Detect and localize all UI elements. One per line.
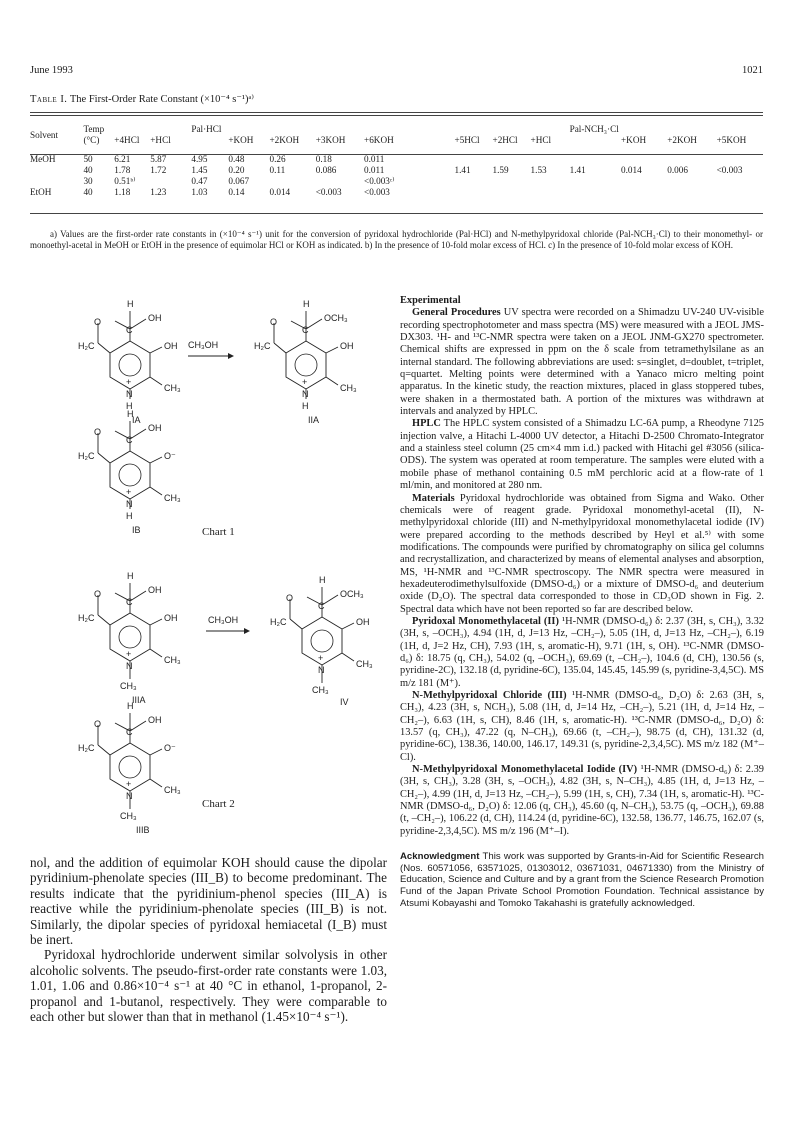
- acknowledgment: [400, 851, 764, 909]
- table-cell: 0.067: [228, 176, 250, 186]
- run-in-heading: General Procedures: [412, 307, 501, 319]
- table-cell: 40: [83, 187, 93, 197]
- table-row: [30, 154, 763, 165]
- atom-label: OCH₃: [340, 589, 364, 599]
- table-cell: 1.78: [114, 165, 131, 175]
- atom-label: +: [126, 779, 132, 789]
- table-cell: 5.87: [150, 154, 167, 164]
- table-row: [30, 187, 763, 198]
- atom-label: C: [126, 597, 133, 607]
- atom-label: O: [94, 589, 102, 599]
- table-cell: 1.41: [569, 165, 586, 175]
- section-heading-experimental: Experimental: [400, 295, 461, 306]
- col-header: +2KOH: [269, 135, 300, 145]
- chemical-structures-figure: [30, 293, 395, 835]
- compound-label-IIA: IIA: [308, 415, 320, 425]
- atom-label: CH₃: [164, 493, 181, 503]
- atom-label: C: [302, 325, 309, 335]
- table-bottom-rule: [30, 213, 763, 214]
- run-in-heading: Pyridoxal Monomethylacetal (II): [412, 615, 559, 627]
- structures-svg: [30, 293, 395, 835]
- atom-label: O: [270, 317, 278, 327]
- table-cell: MeOH: [30, 154, 56, 164]
- atom-label: +: [318, 653, 324, 663]
- col-temp-header: Temp: [83, 124, 105, 134]
- table-cell: <0.003: [364, 187, 390, 197]
- table-cell: 0.11: [269, 165, 286, 175]
- table-cell: 0.011: [364, 154, 385, 164]
- atom-label: H: [126, 511, 133, 521]
- atom-label: H: [302, 401, 309, 411]
- run-in-heading: Materials: [412, 492, 455, 504]
- table-cell: EtOH: [30, 187, 52, 197]
- paragraph: nol, and the addition of equimolar KOH should cause the dipolar pyridinium-phenolate species (III_B) to become predominant. The results indicate that the pyridinium-phenol species (III_A) is reactive while the pyridinium-phenolate species (III_B) is not. Similarly, the dipolar species of pyridoxal hemiacetal (I_B) must be inert.: [30, 855, 387, 948]
- table-label: Table I.: [30, 94, 68, 105]
- col-header: +HCl: [150, 135, 171, 145]
- col-header: +3KOH: [315, 135, 346, 145]
- compound-label-IB: IB: [132, 525, 141, 535]
- table-cell: 1.72: [150, 165, 167, 175]
- atom-label: N: [126, 499, 133, 509]
- col-header: +4HCl: [114, 135, 140, 145]
- atom-label: O⁻: [164, 451, 176, 461]
- paragraph-materials: [400, 493, 764, 616]
- structure-IV: [270, 575, 373, 707]
- atom-label: H: [127, 409, 134, 419]
- atom-label: OH: [164, 613, 178, 623]
- atom-label: H: [319, 575, 326, 585]
- reagent-label: CH₃OH: [208, 615, 239, 625]
- structure-IIA: [254, 299, 357, 425]
- group-header-palnch: Pal-NCH₃·Cl: [569, 124, 619, 134]
- table-cell: 0.086: [315, 165, 337, 175]
- atom-label: H₂C: [78, 451, 95, 461]
- structure-IIIB: [78, 701, 181, 835]
- rate-constant-table: [30, 118, 763, 198]
- col-header: +HCl: [530, 135, 552, 145]
- table-cell: 40: [83, 165, 93, 175]
- atom-label: CH₃: [164, 655, 181, 665]
- compound-label-IIIB: IIIB: [136, 825, 150, 835]
- table-row: [30, 176, 763, 187]
- paragraph-body: UV spectra were recorded on a Shimadzu UV-240 UV-visible recording spectrophotometer and mass spectra (MS) were measured with a JEOL JMS-DX303. ¹H- and ¹³C-NMR spectra were taken on a JEOL JNM-GX270 spectrometer. Chemical shifts are expressed in ppm on the δ scale from tetramethylsilane as an internal standard. The following abbreviations are used: s=singlet, d=doublet, t=triplet, q=quartet. Melting points were determined with a Yanaco micro melting point apparatus. In the kinetic study, the reaction mixtures, placed in glass stoppered tubes, were shaken in a thermostated bath. A portion of the mixtures was withdrawn at intervals and analyzed by HPLC.: [400, 307, 764, 418]
- atom-label: C: [318, 601, 325, 611]
- atom-label: H₂C: [254, 341, 271, 351]
- atom-label: H₂C: [78, 743, 95, 753]
- atom-label: OH: [148, 715, 162, 725]
- table-cell: 0.14: [228, 187, 245, 197]
- atom-label: C: [126, 727, 133, 737]
- table-cell: 30: [83, 176, 93, 186]
- run-in-heading: HPLC: [412, 418, 441, 430]
- right-column-text: [400, 295, 764, 909]
- reagent-label: CH₃OH: [188, 340, 219, 350]
- atom-label: O: [94, 427, 102, 437]
- atom-label: H: [127, 701, 134, 711]
- atom-label: OH: [164, 341, 178, 351]
- paragraph-compound-II: [400, 616, 764, 690]
- arrow-head: [244, 628, 250, 634]
- table-cell: 4.95: [191, 154, 208, 164]
- atom-label: H₂C: [78, 341, 95, 351]
- paragraph-body: This work was supported by Grants-in-Aid for Scientific Research (Nos. 60571056, 63571025, 01303012, 03671031, 04671330) from the Ministry of Education, Science and Culture and by a grant from the Science Research Promotion Fund of the Japan Private School Promotion Foundation. Technical assistance by Atsumi Kobayashi and Tomoko Takahashi is gratefully acknowledged.: [400, 851, 764, 909]
- table-cell: 1.18: [114, 187, 131, 197]
- table-cell: 0.006: [667, 165, 688, 175]
- atom-label: OCH₃: [324, 313, 348, 323]
- atom-label: O⁻: [164, 743, 176, 753]
- run-in-heading: Acknowledgment: [400, 851, 480, 863]
- paragraph-hplc: [400, 418, 764, 492]
- atom-label: N: [126, 389, 133, 399]
- paragraph-body: ¹H-NMR (DMSO-d₆) δ: 2.37 (3H, s, CH₃), 3.32 (3H, s, –OCH₃), 4.94 (1H, d, J=13 Hz, –CH₂–), 5.05 (1H, d, J=13 Hz, –CH₂–), 6.19 (1H, d, J=2 Hz, CH), 7.93 (1H, s, aromatic-H), 9.71 (1H, s, OH). ¹³C-NMR (DMSO-d₆) δ: 18.75 (q, CH₃), 54.02 (q, –OCH₃), 69.69 (t, –CH₂–), 104.6 (d, CH), 130.56 (s, pyridine-2C), 132.18 (d, pyridine-6C), 135.04, 145.45, 145.99 (s, pyridine-3,4,5C). MS m/z 181 (M⁺).: [400, 615, 764, 689]
- running-header-date: June 1993: [30, 65, 73, 76]
- atom-label: H: [126, 401, 133, 411]
- col-header: +6KOH: [364, 135, 394, 145]
- table-cell: 0.014: [621, 165, 642, 175]
- table-cell: 0.26: [269, 154, 286, 164]
- table-col-header-row: [30, 135, 763, 146]
- atom-label: CH₃: [164, 785, 181, 795]
- table-cell: 0.014: [269, 187, 291, 197]
- table-title: The First-Order Rate Constant (×10⁻⁴ s⁻¹)ᵃ⁾: [69, 94, 254, 105]
- atom-label: H: [127, 571, 134, 581]
- paragraph-compound-III: [400, 690, 764, 764]
- atom-label: OH: [148, 585, 162, 595]
- compound-label-IIIA: IIIA: [132, 695, 146, 705]
- atom-label: +: [126, 377, 132, 387]
- atom-label: N: [302, 389, 309, 399]
- table-cell: 0.20: [228, 165, 245, 175]
- atom-label: OH: [356, 617, 370, 627]
- atom-label: N: [126, 661, 133, 671]
- col-header: +KOH: [621, 135, 647, 145]
- atom-label: CH₃: [340, 383, 357, 393]
- atom-label: C: [126, 435, 133, 445]
- table-cell: 6.21: [114, 154, 131, 164]
- atom-label: O: [94, 719, 102, 729]
- atom-label: H₂C: [270, 617, 287, 627]
- atom-label: CH₃: [164, 383, 181, 393]
- compound-label-IA: IA: [132, 415, 141, 425]
- atom-label: H: [127, 299, 134, 309]
- table-cell: 1.59: [492, 165, 509, 175]
- atom-label: N: [126, 791, 133, 801]
- table-footnotes: a) Values are the first-order rate constants in (×10⁻⁴ s⁻¹) unit for the conversion of pyridoxal hydrochloride (Pal·HCl) and N-methylpyridoxal chloride (Pal-NCH₃·Cl) to their monomethyl- or monoethyl-acetal in MeOH or EtOH in the presence of equimolar HCl or KOH as indicated. b) In the presence of 10-fold molar excess of HCl. c) In the presence of 10-fold molar excess of KOH.: [30, 229, 763, 250]
- table-row: [30, 165, 763, 176]
- table-cell: 1.23: [150, 187, 167, 197]
- left-column-text: [30, 855, 387, 1024]
- table-caption: [30, 93, 254, 105]
- atom-label: OH: [148, 313, 162, 323]
- table-cell: <0.003: [315, 187, 342, 197]
- table-cell: 0.47: [191, 176, 208, 186]
- paragraph: Pyridoxal hydrochloride underwent similar solvolysis in other alcoholic solvents. The pseudo-first-order rate constants were 1.03, 1.01, 1.06 and 0.86×10⁻⁴ s⁻¹ at 40 °C in ethanol, 1-propanol, 2-propanol and 1-butanol, respectively. They were comparable to each other but slower than that in methanol (1.45×10⁻⁴ s⁻¹).: [30, 947, 387, 1025]
- atom-label: O: [286, 593, 294, 603]
- table-group-header-row: [30, 118, 763, 135]
- structure-IB: [78, 409, 181, 535]
- arrow-head: [228, 353, 234, 359]
- col-header: +2KOH: [667, 135, 697, 145]
- table-cell: 50: [83, 154, 93, 164]
- table-cell: 1.41: [454, 165, 471, 175]
- atom-label: OH: [148, 423, 162, 433]
- table-top-rule-2: [30, 115, 763, 116]
- col-header: +KOH: [228, 135, 254, 145]
- chart1-caption: Chart 1: [202, 526, 235, 538]
- paragraph-compound-IV: [400, 764, 764, 838]
- table-cell: 0.51ᵇ⁾: [114, 176, 136, 186]
- atom-label: O: [94, 317, 102, 327]
- atom-label: CH₃: [356, 659, 373, 669]
- group-header-pal: Pal·HCl: [191, 124, 222, 134]
- table-cell: 0.011: [364, 165, 385, 175]
- paragraph-general-procedures: [400, 307, 764, 418]
- paragraph-body: ¹H-NMR (DMSO-d₆, D₂O) δ: 2.63 (3H, s, CH₃), 4.23 (3H, s, NCH₃), 5.08 (1H, d, J=14 Hz, –CH₂–), 5.21 (1H, d, J=14 Hz, –CH₂–), 6.63 (1H, s, CH), 8.46 (1H, s, aromatic-H). ¹³C-NMR (DMSO-d₆, D₂O) δ: 13.57 (q, CH₃), 47.22 (q, N–CH₃), 69.66 (t, –CH₂–), 98.75 (d, CH), 131.32 (d, pyridine-6C), 138.36, 140.00, 146.17, 149.31 (s, pyridine-2,3,4,5C). MS m/z 182 (M⁺–Cl).: [400, 690, 765, 763]
- compound-label-IV: IV: [340, 697, 349, 707]
- paragraph-body: ¹H-NMR (DMSO-d₆) δ: 2.39 (3H, s, CH₃), 3.28 (3H, s, –OCH₃), 4.82 (3H, s, N–CH₃), 4.85 (1H, d, J=13 Hz, –CH₂–), 4.99 (1H, d, J=13 Hz, –CH₂–), 5.99 (1H, s, CH), 7.34 (1H, s, aromatic-H). ¹³C-NMR (DMSO-d₆, D₂O) δ: 12.06 (q, CH₃), 45.60 (q, N–CH₃), 53.75 (q, –OCH₃), 69.88 (t, –CH₂–), 106.22 (d, CH), 114.24 (d, pyridine-6C), 132.58, 136.77, 146.75, 162.07 (s, pyridine-2,3,4,5C). MS m/z 196 (M⁺–I).: [400, 764, 764, 837]
- table-cell: 1.03: [191, 187, 208, 197]
- table-cell: <0.003ᶜ⁾: [364, 176, 395, 186]
- atom-label: CH₃: [120, 811, 137, 821]
- table-cell: <0.003: [716, 165, 743, 175]
- table-cell: 0.48: [228, 154, 245, 164]
- col-solvent-header: Solvent: [30, 130, 59, 140]
- table-top-rule: [30, 112, 763, 113]
- col-header: +5KOH: [716, 135, 747, 145]
- atom-label: H₂C: [78, 613, 95, 623]
- atom-label: N: [318, 665, 325, 675]
- table-cell: 1.45: [191, 165, 208, 175]
- col-header: +2HCl: [492, 135, 518, 145]
- paragraph-body: The HPLC system consisted of a Shimadzu LC-6A pump, a Rheodyne 7125 injection valve, a Hitachi L-4000 UV detector, a Hitachi D-2500 Chromato-Integrator and a stainless steel column (25 cm×4 mm i.d.) packed with Hitachi gel #3056 (silica-ODS). The system was operated at room temperature. The samples were eluted with a mobile phase of methanol containing 0.5 mM perchloric acid at a flow-rate of 1 ml/min, and monitored at 280 nm.: [400, 418, 764, 492]
- atom-label: +: [126, 649, 132, 659]
- table-cell: 0.18: [315, 154, 332, 164]
- run-in-heading: N-Methylpyridoxal Monomethylacetal Iodide (IV): [412, 764, 638, 776]
- atom-label: OH: [340, 341, 354, 351]
- chart2-caption: Chart 2: [202, 798, 235, 810]
- atom-label: CH₃: [120, 681, 137, 691]
- atom-label: H: [303, 299, 310, 309]
- structure-IIIA: [78, 571, 181, 705]
- atom-label: C: [126, 325, 133, 335]
- atom-label: CH₃: [312, 685, 329, 695]
- atom-label: +: [126, 487, 132, 497]
- structure-IA: [78, 299, 181, 425]
- paragraph-body: Pyridoxal hydrochloride was obtained from Sigma and Wako. Other chemicals were of reagent grade. Pyridoxal monomethyl-acetal (II), N-methylpyridoxal chloride (III) and N-methylpyridoxal monomethylacetal iodide (IV) were prepared according to the methods described by Heyl et al.⁵⁾ with some modifications. The compounds were purified by chromatography on silica gel columns and recrystallization, and characterized by means of elemental analyses and absorption, MS, ¹H-NMR and ¹³C-NMR spectroscopy. The NMR spectra were measured in hexadeuterodimethylsulfoxide (DMSO-d₆) or a mixture of DMSO-d₆ and deuterium oxide (D₂O). The spectral data corresponded to those in CD₃OD shown in Fig. 2. Spectral data which have not been reported so far are described below.: [400, 492, 764, 615]
- atom-label: +: [302, 377, 308, 387]
- page-number: 1021: [742, 65, 763, 76]
- col-temp-unit: (°C): [83, 135, 100, 145]
- table-cell: 1.53: [530, 165, 547, 175]
- run-in-heading: N-Methylpyridoxal Chloride (III): [412, 690, 567, 701]
- col-header: +5HCl: [454, 135, 480, 145]
